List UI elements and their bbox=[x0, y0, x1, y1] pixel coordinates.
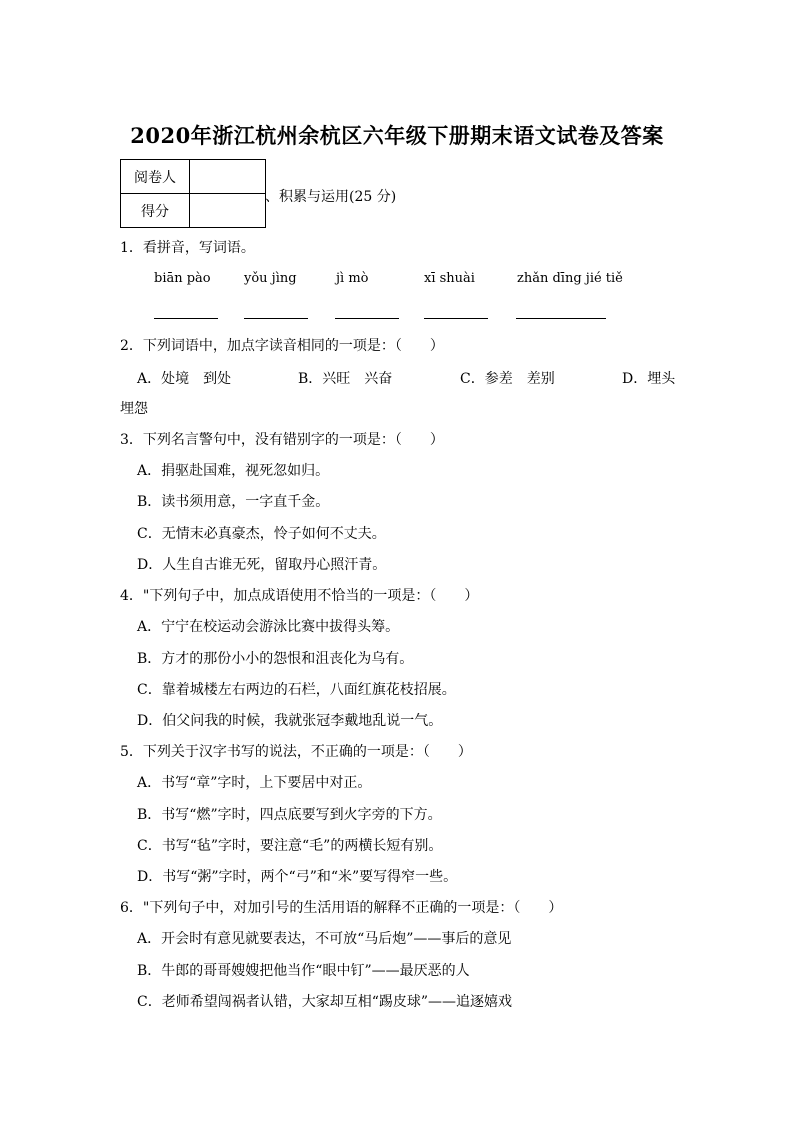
q5-option-d: D．书写“粥”字时，两个“弓”和“米”要写得窄一些。 bbox=[137, 869, 458, 885]
q1-pinyin-3: jì mò bbox=[336, 271, 369, 286]
q5-option-a: A．书写“章”字时，上下要居中对正。 bbox=[137, 775, 372, 791]
q3-option-b: B．读书须用意，一字直千金。 bbox=[137, 494, 330, 510]
q4-option-c: C．靠着城楼左右两边的石栏，八面红旗花枝招展。 bbox=[137, 682, 456, 698]
q1-pinyin-2: yǒu jìng bbox=[244, 271, 297, 286]
q4-stem: 4．"下列句子中，加点成语使用不恰当的一项是：（ ） bbox=[120, 588, 479, 604]
exam-title: 2020年浙江杭州余杭区六年级下册期末语文试卷及答案 bbox=[130, 123, 664, 148]
q4-option-a: A．宁宁在校运动会游泳比赛中拔得头筹。 bbox=[137, 619, 400, 635]
score-label: 得分 bbox=[121, 194, 190, 228]
q4-option-d: D．伯父问我的时候，我就张冠李戴地乱说一气。 bbox=[137, 713, 443, 729]
q1-stem: 1．看拼音，写词语。 bbox=[120, 240, 255, 256]
q2-stem: 2．下列词语中，加点字读音相同的一项是：（ ） bbox=[120, 338, 444, 354]
q2-option-c: C．参差 差别 bbox=[460, 371, 555, 387]
score-table bbox=[120, 159, 266, 228]
q1-answer-blank-3[interactable] bbox=[335, 318, 399, 319]
q1-pinyin-4: xī shuài bbox=[424, 271, 475, 286]
q6-option-a: A．开会时有意见就要表达，不可放“马后炮”——事后的意见 bbox=[137, 931, 512, 947]
q5-option-c: C．书写“毡”字时，要注意“毛”的两横长短有别。 bbox=[137, 838, 443, 854]
q1-pinyin-1: biān pào bbox=[154, 271, 211, 286]
q3-option-a: A．捐驱赴国难，视死忽如归。 bbox=[137, 463, 330, 479]
reviewer-cell bbox=[190, 160, 266, 194]
q1-answer-blank-2[interactable] bbox=[244, 318, 308, 319]
q4-option-b: B．方才的那份小小的怨恨和沮丧化为乌有。 bbox=[137, 651, 414, 667]
q3-option-c: C．无情末必真豪杰，怜子如何不丈夫。 bbox=[137, 526, 386, 542]
q3-stem: 3．下列名言警句中，没有错别字的一项是：（ ） bbox=[120, 432, 444, 448]
q2-option-d: D．埋头 bbox=[622, 371, 676, 387]
q1-answer-blank-4[interactable] bbox=[424, 318, 488, 319]
q2-option-d-wrap: 埋怨 bbox=[120, 401, 148, 417]
score-cell bbox=[190, 194, 266, 228]
q1-answer-blank-1[interactable] bbox=[154, 318, 218, 319]
q5-stem: 5．下列关于汉字书写的说法，不正确的一项是：（ ） bbox=[120, 744, 472, 760]
q5-option-b: B．书写“燃”字时，四点底要写到火字旁的下方。 bbox=[137, 807, 442, 823]
q1-answer-blank-5[interactable] bbox=[516, 318, 606, 319]
q2-option-b: B．兴旺 兴奋 bbox=[298, 371, 393, 387]
q6-stem: 6．"下列句子中，对加引号的生活用语的解释不正确的一项是：（ ） bbox=[120, 900, 563, 916]
q6-option-b: B．牛郎的哥哥嫂嫂把他当作“眼中钉”——最厌恶的人 bbox=[137, 963, 470, 979]
q2-option-a: A．处境 到处 bbox=[137, 371, 232, 387]
q1-pinyin-5: zhǎn dīng jié tiě bbox=[517, 271, 623, 286]
q6-option-c: C．老师希望闯祸者认错，大家却互相“踢皮球”——追逐嬉戏 bbox=[137, 994, 513, 1010]
reviewer-label: 阅卷人 bbox=[121, 160, 190, 194]
section-heading: 、积累与运用(25 分) bbox=[265, 189, 397, 205]
q3-option-d: D．人生自古谁无死，留取丹心照汗青。 bbox=[137, 557, 387, 573]
